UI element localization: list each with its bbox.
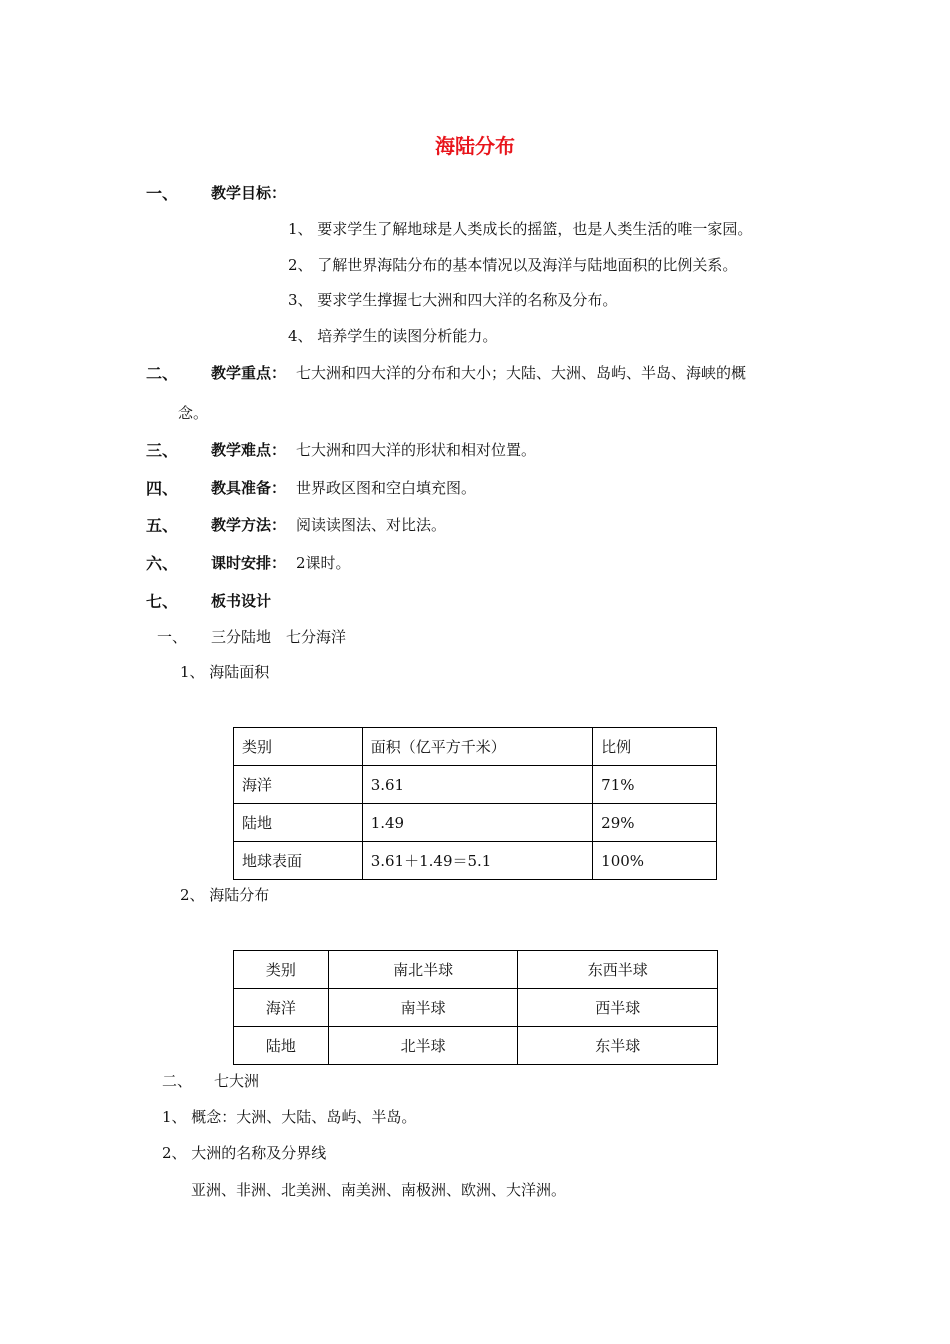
section-3-label: 教学难点： <box>211 441 287 459</box>
table-cell: 100% <box>593 842 717 880</box>
section-5-number: 五、 <box>146 516 179 535</box>
goal-item: 1、 要求学生了解地球是人类成长的摇篮，也是人类生活的唯一家园。 <box>288 220 753 238</box>
table-cell: 陆地 <box>234 1027 329 1065</box>
section-3-text: 七大洲和四大洋的形状和相对位置。 <box>296 441 537 459</box>
section-6-text: 2课时。 <box>296 554 351 572</box>
table-cell: 面积（亿平方千米） <box>362 728 592 766</box>
table-cell: 地球表面 <box>234 842 363 880</box>
table-cell: 1.49 <box>362 804 592 842</box>
table-row <box>234 804 717 842</box>
section-5-text: 阅读读图法、对比法。 <box>296 516 447 534</box>
section-3-number: 三、 <box>146 441 179 460</box>
board-part-1-text: 三分陆地 七分海洋 <box>211 628 347 646</box>
section-6-label: 课时安排： <box>211 554 287 572</box>
table-row <box>234 951 718 989</box>
table-cell: 类别 <box>234 728 363 766</box>
board-part-2-number: 二、 <box>162 1072 193 1090</box>
board-sub-2: 2、 海陆分布 <box>180 886 270 904</box>
board-part-2-text: 七大洲 <box>214 1072 260 1090</box>
section-2-continuation: 念。 <box>178 404 209 422</box>
goal-item: 2、 了解世界海陆分布的基本情况以及海洋与陆地面积的比例关系。 <box>288 256 738 274</box>
table-cell: 3.61 <box>362 766 592 804</box>
goal-item: 3、 要求学生撑握七大洲和四大洋的名称及分布。 <box>288 291 618 309</box>
board-sub-1: 1、 海陆面积 <box>180 663 270 681</box>
table-row <box>234 989 718 1027</box>
section-4-text: 世界政区图和空白填充图。 <box>296 479 477 497</box>
land-sea-area-table <box>233 727 717 880</box>
table-cell: 71% <box>593 766 717 804</box>
table-cell: 东西半球 <box>518 951 718 989</box>
board-part-1-number: 一、 <box>157 628 188 646</box>
table-cell: 类别 <box>234 951 329 989</box>
section-2-label: 教学重点： <box>211 364 287 382</box>
table-cell: 西半球 <box>518 989 718 1027</box>
table-cell: 比例 <box>593 728 717 766</box>
board-item-1: 1、 概念：大洲、大陆、岛屿、半岛。 <box>162 1108 417 1126</box>
table-cell: 海洋 <box>234 989 329 1027</box>
section-5-label: 教学方法： <box>211 516 287 534</box>
section-4-number: 四、 <box>146 479 179 498</box>
section-1-number: 一、 <box>146 184 179 203</box>
table-row <box>234 1027 718 1065</box>
table-cell: 北半球 <box>328 1027 518 1065</box>
table-row <box>234 728 717 766</box>
table-cell: 东半球 <box>518 1027 718 1065</box>
table-cell: 陆地 <box>234 804 363 842</box>
section-6-number: 六、 <box>146 554 179 573</box>
table-cell: 3.61＋1.49＝5.1 <box>362 842 592 880</box>
section-7-label: 板书设计 <box>211 592 272 610</box>
table-cell: 29% <box>593 804 717 842</box>
table-row <box>234 842 717 880</box>
table-cell: 海洋 <box>234 766 363 804</box>
section-2-number: 二、 <box>146 364 179 383</box>
hemisphere-distribution-table <box>233 950 718 1065</box>
section-7-number: 七、 <box>146 592 179 611</box>
board-item-2: 2、 大洲的名称及分界线 <box>162 1144 327 1162</box>
continents-list: 亚洲、非洲、北美洲、南美洲、南极洲、欧洲、大洋洲。 <box>191 1181 567 1199</box>
section-4-label: 教具准备： <box>211 479 287 497</box>
page-title: 海陆分布 <box>435 134 515 158</box>
table-row <box>234 766 717 804</box>
goal-item: 4、 培养学生的读图分析能力。 <box>288 327 498 345</box>
section-1-label: 教学目标： <box>211 184 287 202</box>
table-cell: 南北半球 <box>328 951 518 989</box>
section-2-text: 七大洲和四大洋的分布和大小；大陆、大洲、岛屿、半岛、海峡的概 <box>296 364 747 382</box>
table-cell: 南半球 <box>328 989 518 1027</box>
